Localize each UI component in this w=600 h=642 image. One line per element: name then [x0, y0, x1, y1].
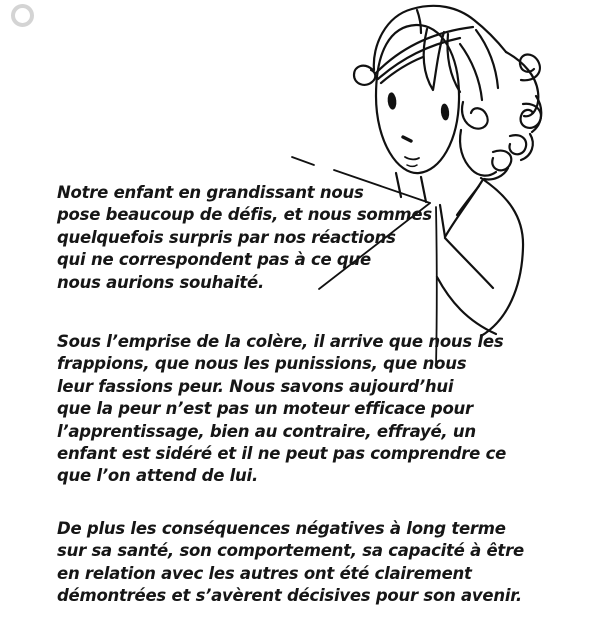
text-line: qui ne correspondent pas à ce que: [57, 250, 371, 270]
text-line: pose beaucoup de défis, et nous sommes: [57, 205, 432, 225]
text-line: leur fassions peur. Nous savons aujourd’hui: [57, 376, 454, 396]
text-line: quelquefois surpris par nos réactions: [57, 227, 396, 247]
text-line: que l’on attend de lui.: [57, 466, 258, 486]
text-line: que la peur n’est pas un moteur efficace pour: [57, 399, 473, 419]
ring-icon: [11, 4, 34, 27]
paragraph-colere: [57, 331, 506, 488]
text-line: Notre enfant en grandissant nous: [57, 183, 364, 202]
text-line: De plus les conséquences négatives à long terme: [57, 519, 506, 538]
text-line: Sous l’emprise de la colère, il arrive que nous les: [57, 332, 504, 351]
text-line: l’apprentissage, bien au contraire, effrayé, un: [57, 421, 476, 441]
body-lines: [437, 178, 523, 336]
paragraph-intro: [57, 182, 432, 294]
text-line: en relation avec les autres ont été clairement: [57, 563, 472, 583]
text-line: enfant est sidéré et il ne peut pas comprendre ce: [57, 444, 507, 464]
text-line: démontrées et s’avèrent décisives pour son avenir.: [57, 586, 522, 606]
text-line: nous aurions souhaité.: [57, 272, 265, 292]
text-line: sur sa santé, son comportement, sa capacité à être: [57, 541, 524, 561]
paragraph-consequences: [57, 518, 524, 608]
text-line: frappions, que nous les punissions, que nous: [57, 354, 467, 374]
